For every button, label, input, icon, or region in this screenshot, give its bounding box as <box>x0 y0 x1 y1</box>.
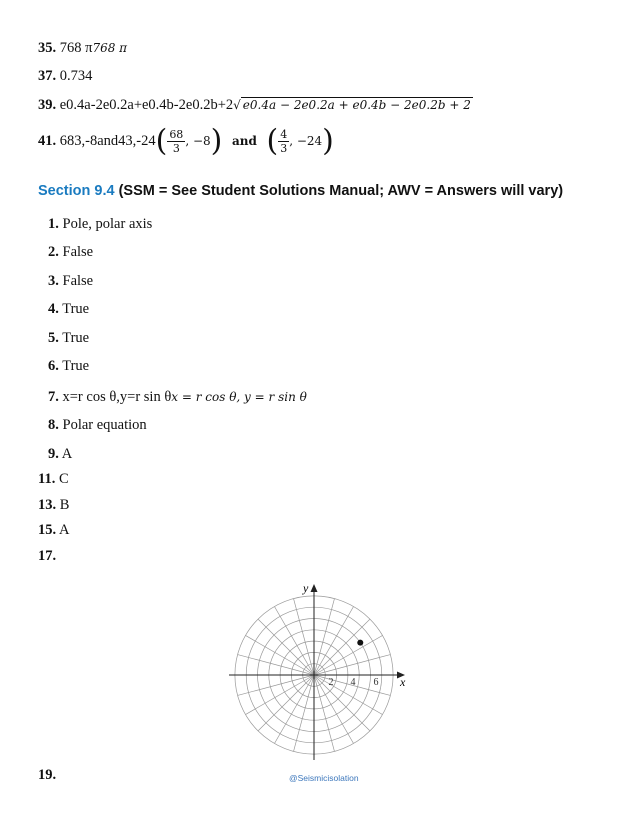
answer-number: 35. <box>38 40 57 56</box>
answer-number: 37. <box>38 68 57 84</box>
polar-ray <box>314 655 390 675</box>
polar-ray <box>238 675 314 695</box>
answer-text: e0.4a-2e0.2a+e0.4b-2e0.2b+2 <box>59 97 234 113</box>
sqrt-radicand: e0.4a − 2e0.2a + e0.4b − 2e0.2b + 2 <box>242 98 471 112</box>
answer-37 <box>38 67 92 85</box>
polar-ray <box>238 655 314 675</box>
answer-9 <box>48 445 72 463</box>
answer-6 <box>48 357 89 375</box>
answer-1 <box>48 215 152 233</box>
tick-label-4: 4 <box>350 677 356 688</box>
answer-math: x = r cos θ, y = r sin θ <box>171 390 307 404</box>
answer-19 <box>38 766 56 784</box>
polar-ray <box>258 619 314 675</box>
answer-number: 19. <box>38 767 57 783</box>
answer-41: 41. 683,-8and43,-24( $\frac{68}{3}$ , −8) and ( $\frac{4}{3}$ , −24) <box>38 123 334 159</box>
polar-ray <box>258 675 314 731</box>
answer-4 <box>48 300 89 318</box>
answer-number: 8. <box>48 417 59 433</box>
polar-ray <box>294 675 314 751</box>
y-axis-label: y <box>303 581 309 595</box>
polar-ray <box>314 599 334 675</box>
section-heading <box>38 183 563 199</box>
answer-number: 7. <box>48 389 59 405</box>
answer-text: True <box>62 358 90 374</box>
tick-label-6: 6 <box>373 677 379 688</box>
answer-17 <box>38 547 56 565</box>
answer-text: True <box>62 330 90 346</box>
answer-number: 9. <box>48 446 59 462</box>
answer-7 <box>48 388 307 406</box>
answer-3 <box>48 272 93 290</box>
fraction-4-3: $\frac{4}{3}$ <box>280 128 288 156</box>
section-label: Section 9.4 <box>38 183 115 199</box>
answer-13 <box>38 496 69 514</box>
answer-2 <box>48 243 93 261</box>
answer-math: 768 π <box>92 41 128 55</box>
answer-5 <box>48 329 89 347</box>
answer-number: 5. <box>48 330 59 346</box>
polar-ray <box>314 675 370 731</box>
answer-text: 0.734 <box>59 68 93 84</box>
tick-label-2: 2 <box>328 677 334 688</box>
x-axis-label: x <box>400 675 406 689</box>
plotted-point <box>357 640 363 646</box>
polar-graph <box>227 580 407 760</box>
answer-number: 41. <box>38 133 57 149</box>
answer-text: A <box>61 446 73 462</box>
answer-text: True <box>62 301 90 317</box>
answer-text: False <box>62 244 94 260</box>
fraction-68-3: $\frac{68}{3}$ <box>169 128 184 156</box>
answer-8 <box>48 416 147 434</box>
watermark: @Seismicisolation <box>289 773 359 783</box>
section-note: (SSM = See Student Solutions Manual; AWV = Answers will vary) <box>118 183 564 199</box>
y-axis-arrow <box>311 584 318 592</box>
answer-text: 768 π <box>59 40 93 56</box>
answer-39 <box>38 96 473 114</box>
polar-ray <box>294 599 314 675</box>
answer-number: 39. <box>38 97 57 113</box>
answer-text: x=r cos θ,y=r sin θ <box>62 389 172 405</box>
answer-text: C <box>58 471 69 487</box>
polar-ray <box>314 619 370 675</box>
answer-text: Polar equation <box>62 417 147 433</box>
answer-number: 3. <box>48 273 59 289</box>
answer-text: Pole, polar axis <box>62 216 153 232</box>
answer-number: 6. <box>48 358 59 374</box>
answer-text: A <box>58 522 70 538</box>
answer-35 <box>38 39 127 57</box>
answer-number: 17. <box>38 548 57 564</box>
answer-text: 683,-8and43,-24 <box>59 133 156 149</box>
answer-number: 13. <box>38 497 57 513</box>
answer-number: 15. <box>38 522 57 538</box>
answer-15 <box>38 521 69 539</box>
answer-text: B <box>59 497 70 513</box>
answer-11 <box>38 470 69 488</box>
sqrt-expression: √ e0.4a − 2e0.2a + e0.4b − 2e0.2b + 2 <box>233 98 471 112</box>
answer-number: 4. <box>48 301 59 317</box>
answer-number: 11. <box>38 471 56 487</box>
answer-number: 1. <box>48 216 59 232</box>
answer-text: False <box>62 273 94 289</box>
answer-number: 2. <box>48 244 59 260</box>
